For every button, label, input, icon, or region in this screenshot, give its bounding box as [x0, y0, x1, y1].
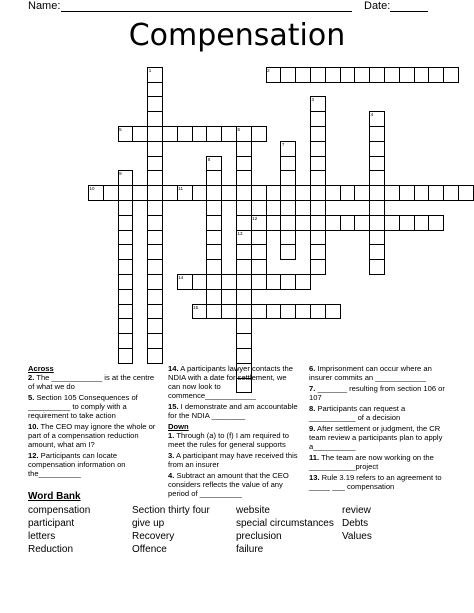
- name-label: Name:: [28, 0, 61, 12]
- grid-cell[interactable]: [325, 304, 341, 320]
- grid-cell[interactable]: [340, 185, 356, 201]
- clue-number: 13: [237, 230, 243, 236]
- grid-cell[interactable]: [236, 185, 252, 201]
- down-heading: Down: [168, 422, 189, 431]
- grid-cell[interactable]: [236, 244, 252, 260]
- grid-cell[interactable]: [251, 126, 267, 142]
- clue-number-label: 9.: [309, 424, 316, 433]
- grid-cell[interactable]: [147, 318, 163, 334]
- grid-cell[interactable]: [414, 215, 430, 231]
- grid-cell[interactable]: [118, 289, 134, 305]
- grid-cell[interactable]: [369, 185, 385, 201]
- clue-item: [309, 473, 449, 491]
- word-bank-word: review: [342, 505, 371, 516]
- word-bank-word: letters: [28, 531, 56, 542]
- grid-cell[interactable]: [118, 215, 134, 231]
- grid-cell[interactable]: [295, 215, 311, 231]
- grid-cell[interactable]: [280, 215, 296, 231]
- clue-number: 4: [370, 112, 374, 118]
- clue-number-label: 5.: [28, 393, 35, 402]
- grid-cell[interactable]: [147, 215, 163, 231]
- word-bank-word: failure: [236, 544, 264, 555]
- grid-cell[interactable]: [221, 126, 237, 142]
- grid-cell[interactable]: [369, 141, 385, 157]
- clue-item: [309, 364, 449, 382]
- across-heading: Across: [28, 364, 54, 373]
- grid-cell[interactable]: [280, 200, 296, 216]
- grid-cell[interactable]: [251, 304, 267, 320]
- clue-number: 14: [178, 275, 184, 280]
- grid-cell[interactable]: [369, 67, 385, 83]
- word-bank-word: Offence: [132, 544, 167, 555]
- grid-cell[interactable]: [310, 200, 326, 216]
- clue-number: 5: [119, 127, 122, 132]
- grid-cell[interactable]: [118, 230, 134, 246]
- date-line[interactable]: [390, 11, 428, 12]
- grid-cell[interactable]: [369, 200, 385, 216]
- clue-text: After settlement or judgment, the CR team review a participants plan to apply a__________: [309, 424, 443, 451]
- grid-cell[interactable]: [147, 185, 163, 201]
- grid-cell[interactable]: [236, 141, 252, 157]
- clue-item: [309, 404, 449, 422]
- grid-cell[interactable]: [414, 185, 430, 201]
- clue-number-label: 12.: [28, 451, 39, 460]
- clue-number: 10: [89, 186, 95, 192]
- clue-text: A participants lawyer contacts the NDIA with a date for settlement, we can now look to commence____________: [168, 364, 293, 400]
- grid-cell[interactable]: [280, 185, 296, 201]
- grid-cell[interactable]: [399, 67, 415, 83]
- grid-cell[interactable]: [221, 304, 237, 320]
- grid-cell[interactable]: [280, 67, 296, 83]
- grid-cell[interactable]: [251, 259, 267, 275]
- clue-number: 9: [119, 171, 122, 177]
- grid-cell[interactable]: [399, 185, 415, 201]
- grid-cell[interactable]: [325, 67, 341, 83]
- clue-text: Participants can request a ___________ of a decision: [309, 404, 406, 422]
- grid-cell[interactable]: [162, 185, 178, 201]
- clue-item: [309, 424, 449, 451]
- grid-cell[interactable]: [384, 215, 400, 231]
- grid-cell[interactable]: [192, 274, 208, 290]
- grid-cell[interactable]: [118, 244, 134, 260]
- clue-text: The team are now working on the ___________project: [309, 453, 434, 471]
- grid-cell[interactable]: [236, 304, 252, 320]
- grid-cell[interactable]: [147, 348, 163, 364]
- grid-cell[interactable]: [428, 67, 444, 83]
- grid-cell[interactable]: [177, 126, 193, 142]
- word-bank-word: give up: [132, 518, 165, 529]
- grid-cell[interactable]: [354, 185, 370, 201]
- clue-number: 3: [311, 97, 315, 103]
- grid-cell[interactable]: [266, 304, 282, 320]
- grid-cell[interactable]: [251, 244, 267, 260]
- clue-column-right: [309, 364, 449, 493]
- grid-cell[interactable]: [310, 230, 326, 246]
- clue-number: 8: [207, 156, 211, 162]
- grid-cell[interactable]: [325, 215, 341, 231]
- grid-cell[interactable]: [118, 348, 134, 364]
- word-bank-word: Recovery: [132, 531, 175, 542]
- clue-text: The ____________ is at the centre of what we do: [28, 373, 155, 391]
- clue-number-label: 3.: [168, 451, 175, 460]
- grid-cell[interactable]: [340, 67, 356, 83]
- clue-text: The CEO may ignore the whole or part of a compensation reduction amount, what am I?: [28, 422, 156, 449]
- grid-cell[interactable]: [192, 185, 208, 201]
- clue-number-label: 14.: [168, 364, 179, 373]
- grid-cell[interactable]: [206, 126, 222, 142]
- clue-number-label: 15.: [168, 402, 179, 411]
- clue-text: Participants can locate compensation information on the__________: [28, 451, 126, 478]
- grid-cell[interactable]: [354, 215, 370, 231]
- name-line[interactable]: [61, 11, 352, 12]
- grid-cell[interactable]: [369, 259, 385, 275]
- clue-text: Section 105 Consequences of __________ to comply with a requirement to take action: [28, 393, 138, 420]
- grid-cell[interactable]: [132, 185, 148, 201]
- grid-cell[interactable]: [147, 200, 163, 216]
- clue-column-middle: [168, 364, 300, 500]
- grid-cell[interactable]: [206, 215, 222, 231]
- grid-cell[interactable]: [428, 185, 444, 201]
- grid-cell[interactable]: [443, 185, 459, 201]
- grid-cell[interactable]: [369, 230, 385, 246]
- puzzle-title: Compensation: [128, 18, 346, 53]
- grid-cell[interactable]: [251, 185, 267, 201]
- grid-cell[interactable]: [118, 318, 134, 334]
- clue-item: [168, 402, 300, 420]
- grid-cell[interactable]: [236, 274, 252, 290]
- grid-cell[interactable]: [384, 67, 400, 83]
- grid-cell[interactable]: [147, 244, 163, 260]
- grid-cell[interactable]: [443, 67, 459, 83]
- grid-cell[interactable]: [325, 185, 341, 201]
- grid-cell[interactable]: [147, 274, 163, 290]
- grid-cell[interactable]: [236, 333, 252, 349]
- grid-cell[interactable]: [399, 215, 415, 231]
- grid-cell[interactable]: [147, 82, 163, 98]
- grid-cell[interactable]: [369, 244, 385, 260]
- grid-cell[interactable]: [147, 111, 163, 127]
- grid-cell[interactable]: [236, 215, 252, 231]
- grid-cell[interactable]: [236, 170, 252, 186]
- clue-number: 7: [281, 141, 285, 147]
- word-bank-word: Section thirty four: [132, 505, 210, 516]
- clue-text: Rule 3.19 refers to an agreement to _____ ___ compensation: [309, 473, 442, 491]
- grid-cell[interactable]: [162, 126, 178, 142]
- grid-cell[interactable]: [280, 230, 296, 246]
- grid-cell[interactable]: [280, 274, 296, 290]
- grid-cell[interactable]: [236, 200, 252, 216]
- clue-text: Through (a) to (f) I am required to meet the rules for general supports: [168, 431, 290, 449]
- grid-cell[interactable]: [266, 215, 282, 231]
- grid-cell[interactable]: [310, 259, 326, 275]
- clue-text: A participant may have received this from an insurer: [168, 451, 298, 469]
- grid-cell[interactable]: [369, 215, 385, 231]
- grid-cell[interactable]: [147, 230, 163, 246]
- grid-cell[interactable]: [206, 185, 222, 201]
- grid-cell[interactable]: [206, 259, 222, 275]
- grid-cell[interactable]: [147, 141, 163, 157]
- grid-cell[interactable]: [118, 185, 134, 201]
- grid-cell[interactable]: [236, 259, 252, 275]
- grid-cell[interactable]: [118, 304, 134, 320]
- grid-cell[interactable]: [280, 304, 296, 320]
- grid-cell[interactable]: [251, 274, 267, 290]
- grid-cell[interactable]: [369, 126, 385, 142]
- word-bank-title: Word Bank: [28, 491, 81, 502]
- grid-cell[interactable]: [251, 230, 267, 246]
- grid-cell[interactable]: [147, 126, 163, 142]
- grid-cell[interactable]: [280, 170, 296, 186]
- word-bank-word: compensation: [28, 505, 91, 516]
- grid-cell[interactable]: [118, 200, 134, 216]
- grid-cell[interactable]: [236, 318, 252, 334]
- grid-cell[interactable]: [280, 156, 296, 172]
- clue-item: [28, 393, 158, 420]
- name-date-header: [0, 0, 474, 14]
- clue-item: [168, 471, 300, 498]
- word-bank-word: participant: [28, 518, 75, 529]
- clue-item: [168, 431, 300, 449]
- grid-cell[interactable]: [147, 333, 163, 349]
- grid-cell[interactable]: [206, 170, 222, 186]
- word-bank-word: preclusion: [236, 531, 282, 542]
- grid-cell[interactable]: [251, 200, 267, 216]
- clue-number: 1: [148, 67, 152, 73]
- grid-cell[interactable]: [147, 170, 163, 186]
- grid-cell[interactable]: [266, 274, 282, 290]
- clue-item: [168, 364, 300, 400]
- word-bank-word: special circumstances: [236, 518, 334, 529]
- clue-item: [28, 451, 158, 478]
- clue-text: I demonstrate and am accountable for the NDIA ________: [168, 402, 298, 420]
- clue-number-label: 4.: [168, 471, 175, 480]
- clue-number: 11: [178, 186, 183, 192]
- grid-cell[interactable]: [221, 185, 237, 201]
- grid-cell[interactable]: [192, 126, 208, 142]
- grid-cell[interactable]: [147, 289, 163, 305]
- grid-cell[interactable]: [340, 215, 356, 231]
- grid-cell[interactable]: [147, 156, 163, 172]
- grid-cell[interactable]: [266, 185, 282, 201]
- clue-number-label: 13.: [309, 473, 320, 482]
- clue-number-label: 7.: [309, 384, 316, 393]
- word-bank-word: Values: [342, 531, 372, 542]
- grid-cell[interactable]: [132, 126, 148, 142]
- clue-text: Imprisonment can occur where an insurer commits an ____________: [309, 364, 432, 382]
- clue-number-label: 1.: [168, 431, 175, 440]
- grid-cell[interactable]: [206, 244, 222, 260]
- clue-text: _______ resulting from section 106 or 107: [309, 384, 445, 402]
- grid-cell[interactable]: [310, 215, 326, 231]
- grid-cell[interactable]: [280, 244, 296, 260]
- grid-cell[interactable]: [310, 304, 326, 320]
- grid-cell[interactable]: [206, 274, 222, 290]
- grid-cell[interactable]: [236, 156, 252, 172]
- clue-number-label: 11.: [309, 453, 320, 462]
- grid-cell[interactable]: [147, 96, 163, 112]
- grid-cell[interactable]: [236, 289, 252, 305]
- grid-cell[interactable]: [236, 348, 252, 364]
- grid-cell[interactable]: [118, 333, 134, 349]
- clue-number: 12: [252, 215, 258, 221]
- clue-item: [28, 422, 158, 449]
- clue-item: [28, 373, 158, 391]
- grid-cell[interactable]: [206, 200, 222, 216]
- grid-cell[interactable]: [147, 304, 163, 320]
- grid-cell[interactable]: [206, 230, 222, 246]
- grid-cell[interactable]: [369, 156, 385, 172]
- word-bank-word: website: [236, 505, 270, 516]
- grid-cell[interactable]: [221, 274, 237, 290]
- grid-cell[interactable]: [295, 304, 311, 320]
- grid-cell[interactable]: [310, 126, 326, 142]
- grid-cell[interactable]: [118, 274, 134, 290]
- clue-number-label: 2.: [28, 373, 35, 382]
- clue-item: [309, 384, 449, 402]
- word-bank-word: Debts: [342, 518, 369, 529]
- grid-cell[interactable]: [147, 259, 163, 275]
- grid-cell[interactable]: [310, 141, 326, 157]
- across-clues: [28, 364, 158, 480]
- grid-cell[interactable]: [310, 170, 326, 186]
- clue-number-label: 8.: [309, 404, 316, 413]
- clue-text: Subtract an amount that the CEO considers reflects the value of any period of __________: [168, 471, 289, 498]
- clue-number-label: 10.: [28, 422, 39, 431]
- grid-cell[interactable]: [295, 274, 311, 290]
- clue-number: 6: [237, 127, 241, 132]
- grid-cell[interactable]: [118, 259, 134, 275]
- grid-cell[interactable]: [428, 215, 444, 231]
- grid-cell[interactable]: [384, 185, 400, 201]
- grid-cell[interactable]: [310, 185, 326, 201]
- clue-item: [168, 451, 300, 469]
- clue-number: 15: [193, 304, 199, 310]
- grid-cell[interactable]: [206, 289, 222, 305]
- grid-cell[interactable]: [458, 185, 474, 201]
- grid-cell[interactable]: [206, 304, 222, 320]
- grid-cell[interactable]: [310, 67, 326, 83]
- grid-cell[interactable]: [310, 156, 326, 172]
- grid-cell[interactable]: [310, 244, 326, 260]
- grid-cell[interactable]: [414, 67, 430, 83]
- grid-cell[interactable]: [295, 185, 311, 201]
- clue-number: 2: [267, 67, 270, 73]
- clue-number-label: 6.: [309, 364, 316, 373]
- word-bank-word: Reduction: [28, 544, 74, 555]
- grid-cell[interactable]: [103, 185, 119, 201]
- grid-cell[interactable]: [369, 170, 385, 186]
- grid-cell[interactable]: [354, 67, 370, 83]
- grid-cell[interactable]: [295, 67, 311, 83]
- clue-item: [309, 453, 449, 471]
- date-label: Date:: [364, 0, 391, 12]
- grid-cell[interactable]: [310, 111, 326, 127]
